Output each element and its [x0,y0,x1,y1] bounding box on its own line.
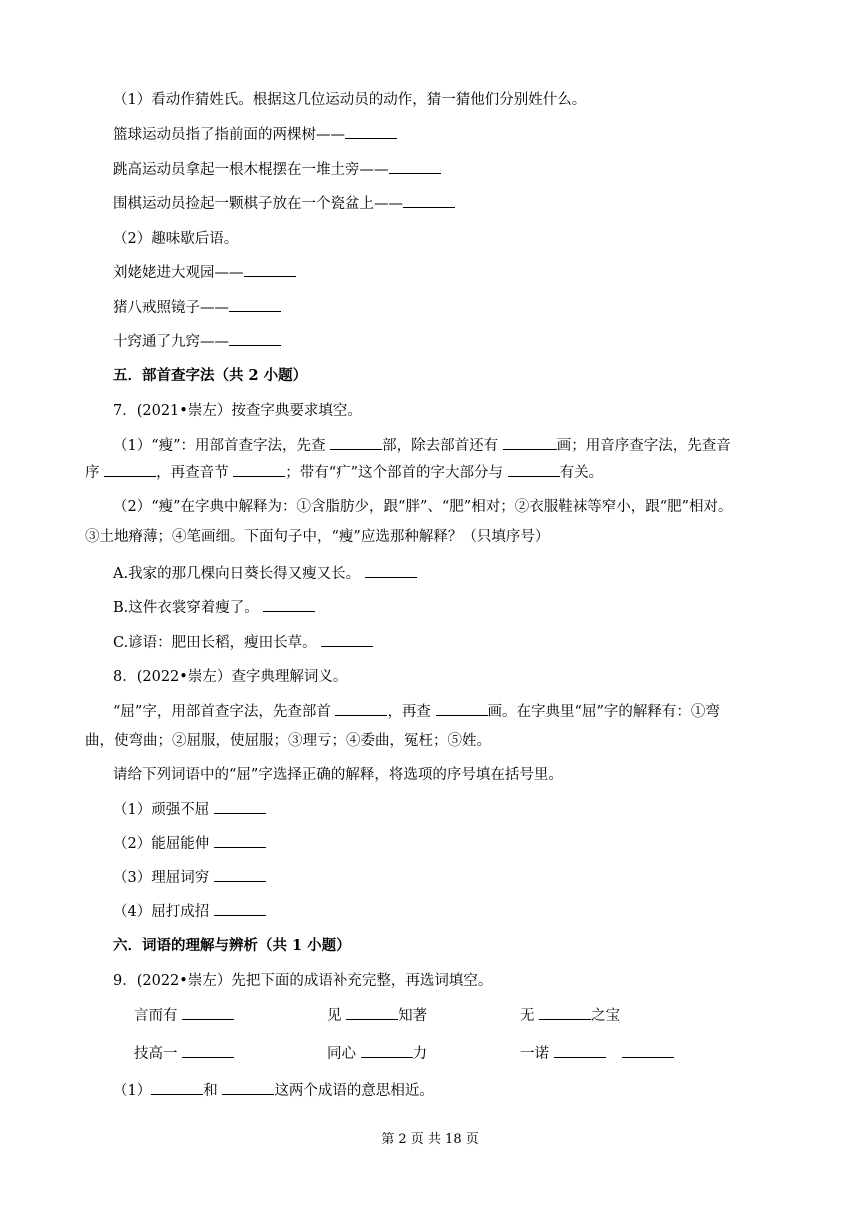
guess-line-go [113,194,455,214]
xiehouyu-line-3 [113,332,281,352]
answer-blank[interactable] [214,834,266,848]
text: 无 [520,1008,540,1024]
text: 部，除去部首还有 [382,438,503,454]
q8-item-3 [113,868,266,888]
q8-line2: 曲，使弯曲；②屈服，使屈服；③理亏；④委曲，冤枉；⑤姓。 [85,733,491,749]
idiom-1 [134,1006,234,1026]
answer-blank[interactable] [214,868,266,882]
answer-blank[interactable] [622,1044,674,1058]
text: （2）能屈能伸 [113,836,214,852]
idiom-5 [327,1044,427,1064]
text: 序 [85,465,105,481]
answer-blank[interactable] [244,263,296,277]
text: 篮球运动员指了指前面的两棵树—— [113,127,345,143]
guess-line-highjump [113,160,441,180]
q7-option-b [113,598,315,618]
answer-blank[interactable] [335,702,387,716]
text: 和 [203,1083,223,1099]
text: C.谚语：肥田长稻，瘦田长草。 [113,635,317,651]
answer-blank[interactable] [104,463,156,477]
q7-option-a [113,564,417,584]
text: ；带有“疒”这个部首的字大部分与 [285,465,508,481]
text: 画。在字典里“屈”字的解释有：①弯 [487,704,720,720]
text: “屈”字，用部首查字法，先查部首 [113,704,336,720]
text: 跳高运动员拿起一根木棍摆在一堆土旁—— [113,162,389,178]
text: 这两个成语的意思相近。 [274,1083,434,1099]
text: 力 [412,1046,428,1062]
answer-blank[interactable] [222,1081,274,1095]
text: B.这件衣裳穿着瘦了。 [113,600,259,616]
text: ，再查 [387,704,436,720]
text: 同心 [327,1046,361,1062]
answer-blank[interactable] [361,1044,413,1058]
q8-line1 [113,702,720,722]
sub-question-2: （2）趣味歇后语。 [113,231,239,247]
answer-blank[interactable] [214,800,266,814]
q7-title: 7．(2021•崇左）按查字典要求填空。 [113,403,362,419]
q7-option-c [113,633,373,653]
text: 之宝 [591,1008,621,1024]
q8-item-1 [113,800,266,820]
answer-blank[interactable] [182,1006,234,1020]
idiom-2 [327,1006,427,1026]
question-intro: （1）看动作猜姓氏。根据这几位运动员的动作，猜一猜他们分别姓什么。 [113,92,587,108]
answer-blank[interactable] [182,1044,234,1058]
answer-blank[interactable] [229,332,281,346]
text: （4）屈打成招 [113,904,214,920]
section-heading-6: 六．词语的理解与辨析（共 1 小题） [113,937,351,954]
idiom-6 [520,1044,674,1064]
page-footer: 第 2 页 共 18 页 [381,1132,479,1147]
answer-blank[interactable] [403,194,455,208]
text: （3）理屈词穷 [113,870,214,886]
answer-blank[interactable] [345,125,397,139]
answer-blank[interactable] [365,564,417,578]
text: 有关。 [559,465,604,481]
xiehouyu-line-1 [113,263,296,283]
text: 一诺 [520,1046,554,1062]
text: （1）“瘦”：用部首查字法，先查 [113,438,331,454]
text: 见 [327,1008,347,1024]
idiom-3 [520,1006,620,1026]
answer-blank[interactable] [229,298,281,312]
idiom-4 [134,1044,234,1064]
text: ，再查音节 [156,465,234,481]
text: （1）顽强不屈 [113,802,214,818]
text: 言而有 [134,1008,183,1024]
text: A.我家的那几棵向日葵长得又瘦又长。 [113,566,361,582]
answer-blank[interactable] [214,902,266,916]
text: 猪八戒照镜子—— [113,300,229,316]
answer-blank[interactable] [436,702,488,716]
answer-blank[interactable] [151,1081,203,1095]
answer-blank[interactable] [321,633,373,647]
text: 围棋运动员捡起一颗棋子放在一个瓷盆上—— [113,196,403,212]
q7-part1-line2 [85,463,603,483]
q8-title: 8．(2022•崇左）查字典理解词义。 [113,669,348,685]
answer-blank[interactable] [539,1006,591,1020]
text: 十窍通了九窍—— [113,334,229,350]
answer-blank[interactable] [233,463,285,477]
q9-title: 9．(2022•崇左）先把下面的成语补充完整，再选词填空。 [113,973,493,989]
q9-part1 [113,1081,434,1101]
text: （1） [113,1083,152,1099]
q8-item-2 [113,834,266,854]
text: 画；用音序查字法，先查音 [556,438,731,454]
text: 知著 [398,1008,428,1024]
q7-part2-line2: ③土地瘠薄；④笔画细。下面句子中，“瘦”应选那种解释？（只填序号） [85,529,550,545]
q8-item-4 [113,902,266,922]
answer-blank[interactable] [508,463,560,477]
section-heading-5: 五．部首查字法（共 2 小题） [113,367,308,384]
answer-blank[interactable] [330,436,382,450]
answer-blank[interactable] [346,1006,398,1020]
q7-part1-line1 [113,436,731,456]
q8-instruction: 请给下列词语中的“屈”字选择正确的解释，将选项的序号填在括号里。 [113,767,563,783]
answer-blank[interactable] [503,436,557,450]
xiehouyu-line-2 [113,298,281,318]
text: 刘姥姥进大观园—— [113,265,244,281]
answer-blank[interactable] [554,1044,606,1058]
q7-part2-line1: （2）“瘦”在字典中解释为：①含脂肪少，跟“胖”、“肥”相对；②衣服鞋袜等窄小，跟“肥”相对。 [113,499,733,515]
answer-blank[interactable] [389,160,441,174]
guess-line-basketball [113,125,397,145]
text: 技高一 [134,1046,183,1062]
answer-blank[interactable] [263,598,315,612]
